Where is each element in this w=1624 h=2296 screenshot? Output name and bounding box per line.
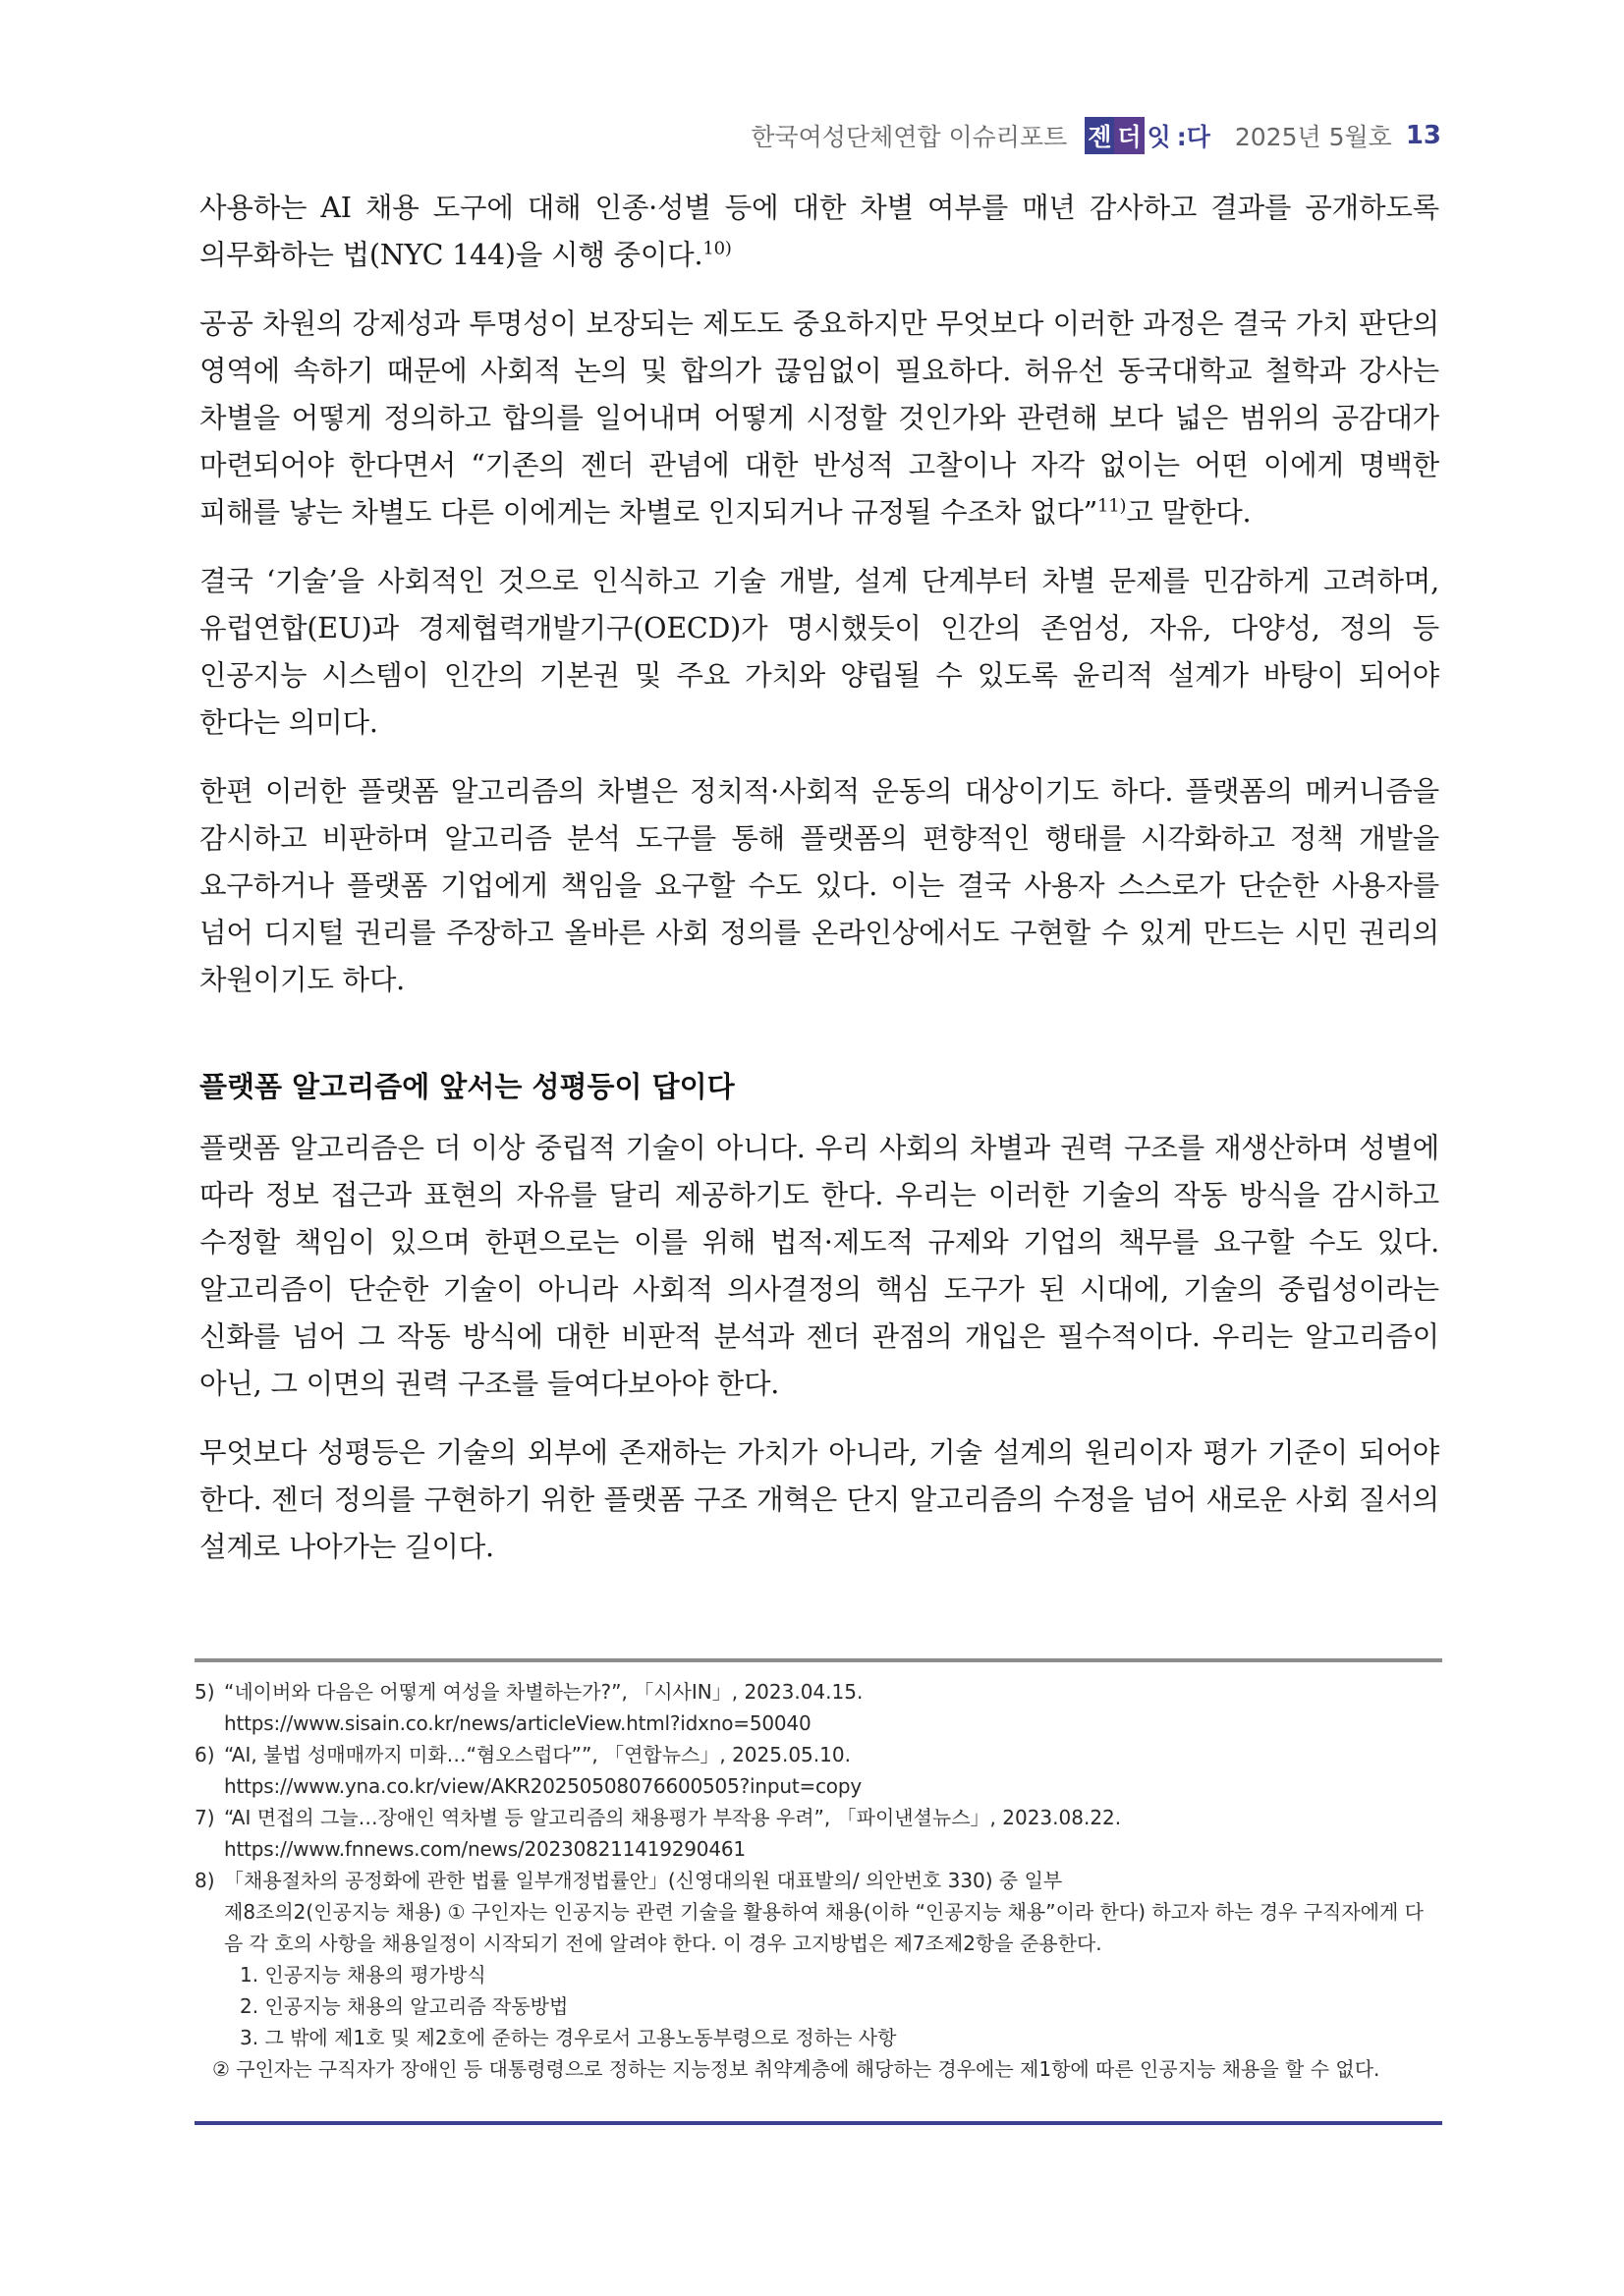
- brand-part-2: 더: [1114, 117, 1144, 154]
- body-paragraph: 무엇보다 성평등은 기술의 외부에 존재하는 가치가 아니라, 기술 설계의 원리이자 평가 기준이 되어야 한다. 젠더 정의를 구현하기 위한 플랫폼 구조 개혁은 단지 알고리즘의 수정을 넘어 새로운 사회 질서의 설계로 나아가는 길이다.: [199, 1436, 1439, 1563]
- body-paragraph: [199, 185, 1439, 279]
- body-paragraph: 결국 ‘기술’을 사회적인 것으로 인식하고 기술 개발, 설계 단계부터 차별 문제를 민감하게 고려하며, 유럽연합(EU)과 경제협력개발기구(OECD)가 명시했듯이 인간의 존엄성, 자유, 다양성, 정의 등 인공지능 시스템이 인간의 기본권 및 주요 가치와 양립될 수 있도록 윤리적 설계가 바탕이 되어야 한다는 의미다.: [199, 565, 1439, 739]
- brand-part-4: :다: [1176, 123, 1210, 151]
- body-paragraph: 한편 이러한 플랫폼 알고리즘의 차별은 정치적·사회적 운동의 대상이기도 하다. 플랫폼의 메커니즘을 감시하고 비판하며 알고리즘 분석 도구를 통해 플랫폼의 편향적인 행태를 시각화하고 정책 개발을 요구하거나 플랫폼 기업에게 책임을 요구할 수도 있다. 이는 결국 사용자 스스로가 단순한 사용자를 넘어 디지털 권리를 주장하고 올바른 사회 정의를 온라인상에서도 구현할 수 있게 만드는 시민 권리의 차원이기도 하다.: [199, 775, 1439, 996]
- publisher-name: 한국여성단체연합 이슈리포트: [751, 123, 1068, 151]
- paragraph-tail: 고 말한다.: [1126, 496, 1252, 529]
- brand-part-1: 젠: [1085, 117, 1114, 154]
- page-header: [751, 116, 1441, 155]
- footnote-ref[interactable]: 11): [1097, 495, 1127, 517]
- footnote-number: 7): [195, 1806, 215, 1829]
- footnotes: [195, 1658, 1442, 2085]
- footnote-text: 「채용절차의 공정화에 관한 법률 일부개정법률안」(신영대의원 대표발의/ 의안번호 330) 중 일부: [224, 1869, 1063, 1892]
- footnote-text: “AI, 불법 성매매까지 미화…“혐오스럽다””, 「연합뉴스」, 2025.05.10.: [224, 1743, 851, 1766]
- law-item: 3. 그 밖에 제1호 및 제2호에 준하는 경우로서 고용노동부령으로 정하는 사항: [240, 2026, 897, 2049]
- footnote-6: [195, 1739, 1442, 1770]
- footnote-number: 8): [195, 1869, 215, 1892]
- section-heading: 플랫폼 알고리즘에 앞서는 성평등이 답이다: [199, 1070, 735, 1103]
- brand-part-3: 잇: [1147, 123, 1171, 151]
- footnote-number: 6): [195, 1743, 215, 1766]
- law-item: 1. 인공지능 채용의 평가방식: [240, 1963, 486, 1987]
- issue-date: 2025년 5월호: [1234, 123, 1392, 151]
- footnote-number: 5): [195, 1680, 215, 1704]
- bottom-divider: [195, 2121, 1442, 2125]
- main-content: [199, 185, 1439, 1593]
- law-clause: ② 구인자는 구직자가 장애인 등 대통령령으로 정하는 지능정보 취약계층에 해당하는 경우에는 제1항에 따른 인공지능 채용을 할 수 없다.: [212, 2057, 1380, 2081]
- footnote-ref[interactable]: 10): [702, 238, 732, 259]
- law-item: 2. 인공지능 채용의 알고리즘 작동방법: [240, 1994, 569, 2018]
- footnote-7: [195, 1802, 1442, 1833]
- footnote-url[interactable]: https://www.yna.co.kr/view/AKR20250508076600505?input=copy: [224, 1774, 862, 1798]
- law-clause: 제8조의2(인공지능 채용) ① 구인자는 인공지능 관련 기술을 활용하여 채용(이하 “인공지능 채용”이라 한다) 하고자 하는 경우 구직자에게 다음 각 호의 사항을 채용일정이 시작되기 전에 알려야 한다. 이 경우 고지방법은 제7조제2항을 준용한다.: [224, 1900, 1424, 1955]
- footnote-5: [195, 1676, 1442, 1708]
- brand-logo: [1085, 117, 1213, 154]
- paragraph-text: 사용하는 AI 채용 도구에 대해 인종·성별 등에 대한 차별 여부를 매년 감사하고 결과를 공개하도록 의무화하는 법(NYC 144)을 시행 중이다.: [199, 192, 1439, 271]
- footnote-url[interactable]: https://www.sisain.co.kr/news/articleView.html?idxno=50040: [224, 1711, 812, 1735]
- footnote-text: “AI 면접의 그늘…장애인 역차별 등 알고리즘의 채용평가 부작용 우려”, 「파이낸셜뉴스」, 2023.08.22.: [224, 1806, 1122, 1829]
- paragraph-text: 공공 차원의 강제성과 투명성이 보장되는 제도도 중요하지만 무엇보다 이러한 과정은 결국 가치 판단의 영역에 속하기 때문에 사회적 논의 및 합의가 끊임없이 필요하다. 허유선 동국대학교 철학과 강사는 차별을 어떻게 정의하고 합의를 일어내며 어떻게 시정할 것인가와 관련해 보다 넓은 범위의 공감대가 마련되어야 한다면서 “기존의 젠더 관념에 대한 반성적 고찰이나 자각 없이는 어떤 이에게 명백한 피해를 낳는 차별도 다른 이에게는 차별로 인지되거나 규정될 수조차 없다”: [199, 308, 1439, 529]
- footnote-text: “네이버와 다음은 어떻게 여성을 차별하는가?”, 「시사IN」, 2023.04.15.: [224, 1680, 864, 1704]
- footnote-8: [195, 1865, 1442, 1896]
- footnote-url[interactable]: https://www.fnnews.com/news/202308211419290461: [224, 1837, 746, 1861]
- body-paragraph: [199, 301, 1439, 536]
- body-paragraph: 플랫폼 알고리즘은 더 이상 중립적 기술이 아니다. 우리 사회의 차별과 권력 구조를 재생산하며 성별에 따라 정보 접근과 표현의 자유를 달리 제공하기도 한다. 우리는 이러한 기술의 작동 방식을 감시하고 수정할 책임이 있으며 한편으로는 이를 위해 법적·제도적 규제와 기업의 책무를 요구할 수도 있다. 알고리즘이 단순한 기술이 아니라 사회적 의사결정의 핵심 도구가 된 시대에, 기술의 중립성이라는 신화를 넘어 그 작동 방식에 대한 비판적 분석과 젠더 관점의 개입은 필수적이다. 우리는 알고리즘이 아닌, 그 이면의 권력 구조를 들여다보아야 한다.: [199, 1132, 1439, 1400]
- page-number: 13: [1405, 121, 1441, 150]
